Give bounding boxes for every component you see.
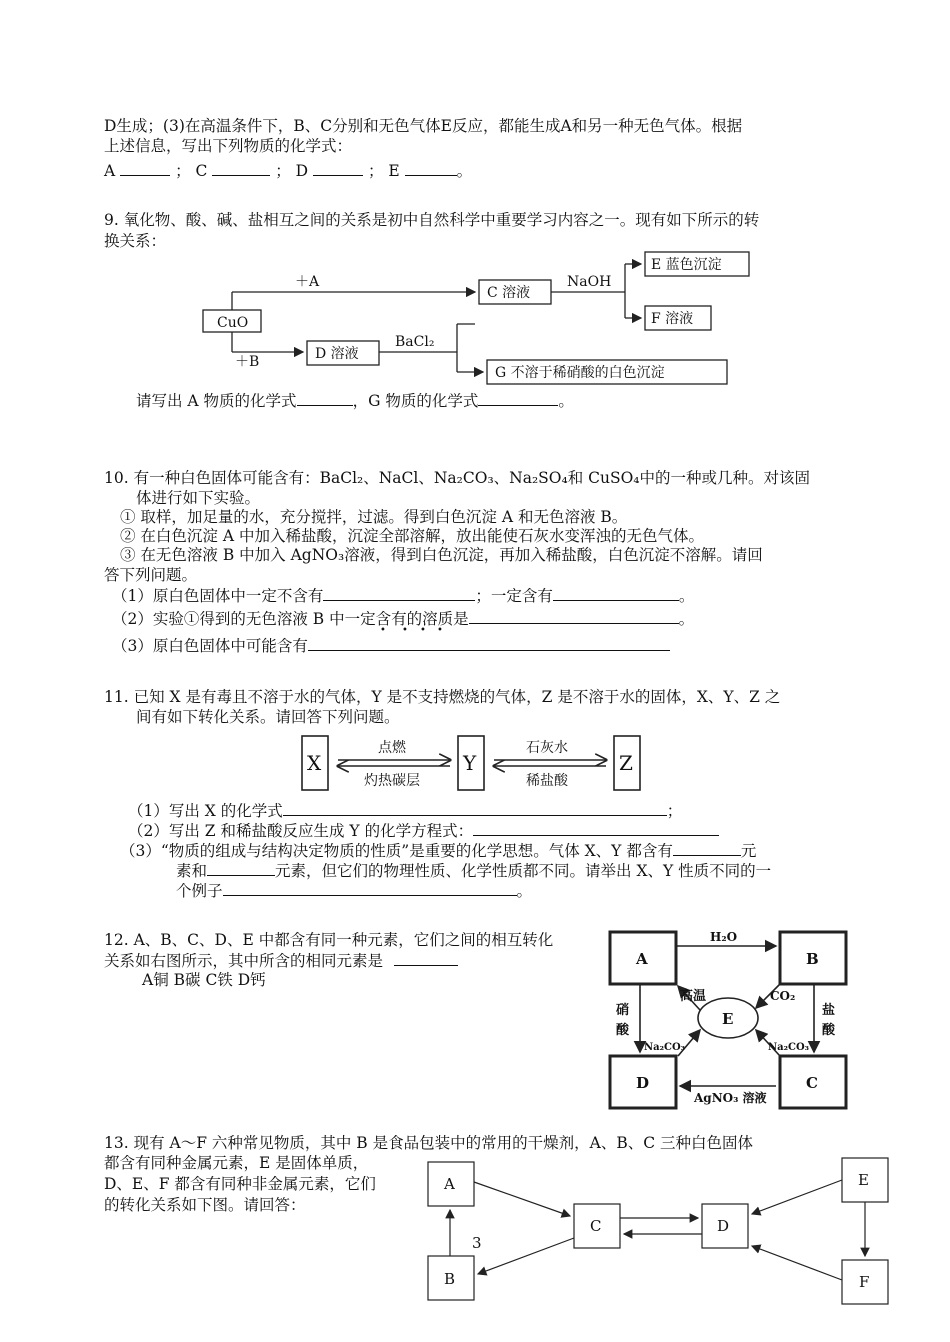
q12-line2: 关系如右图所示，其中所含的相同元素是: [104, 950, 458, 971]
q10-step1: ① 取样，加足量的水，充分搅拌，过滤。得到白色沉淀 A 和无色溶液 B。: [120, 508, 628, 526]
q11-text-dianran: 点燃: [378, 740, 406, 756]
q10-line2: 体进行如下实验。: [136, 489, 261, 507]
emphasis-dot: •: [402, 625, 408, 636]
q11-line2: 间有如下转化关系。请回答下列问题。: [136, 708, 400, 726]
q12-text-xiao: 硝: [616, 1003, 630, 1018]
q10-part1: （1）原白色固体中一定不含有 ；一定含有 。: [112, 587, 695, 605]
q9-text-plus-a: ＋A: [295, 274, 320, 290]
q9-line2: 换关系：: [104, 232, 167, 250]
q13-text-d: D: [717, 1217, 730, 1235]
q11-part3-b: 素和 元素，但它们的物理性质、化学性质都不同。请举出 X、Y 性质不同的一: [176, 862, 772, 880]
q12-text-na2co3-right: Na₂CO₃: [768, 1042, 810, 1053]
q11-blank-3a[interactable]: [673, 840, 741, 856]
q11-blank-2[interactable]: [473, 820, 719, 836]
q9-ask-line: 请写出 A 物质的化学式 ，G 物质的化学式 。: [136, 392, 574, 410]
emphasis-dot: •: [420, 625, 426, 636]
q9-blank-a[interactable]: [297, 390, 353, 406]
q13-line4: 的转化关系如下图。请回答：: [104, 1196, 306, 1214]
q9-text-e: E 蓝色沉淀: [651, 257, 722, 273]
q9-text-naoh: NaOH: [567, 274, 612, 290]
q9-text-f: F 溶液: [651, 311, 694, 327]
q9-text-d: D 溶液: [315, 346, 359, 362]
q12-text-d: D: [636, 1074, 650, 1092]
q8-label-c: ； C: [175, 162, 208, 180]
q8-blank-e[interactable]: [405, 160, 457, 176]
q12-text-c: C: [806, 1074, 818, 1092]
q12-line1: 12. A、B、C、D、E 中都含有同一种元素，它们之间的相互转化: [104, 931, 554, 949]
q11-blank-1[interactable]: [283, 800, 667, 816]
q8-blank-a[interactable]: [120, 160, 170, 176]
q12-blank[interactable]: [394, 950, 458, 966]
q9-blank-g[interactable]: [478, 390, 558, 406]
q13-text-e: E: [858, 1171, 869, 1189]
q12-text-co2: CO₂: [770, 989, 796, 1003]
page-number-3: 3: [472, 1234, 482, 1252]
q9-line1: 9. 氧化物、酸、碱、盐相互之间的关系是初中自然科学中重要学习内容之一。现有如下所示的转: [104, 211, 760, 229]
q12-text-yan: 盐: [822, 1003, 836, 1018]
q12-text-na2co3-left: Na₂CO₃: [644, 1042, 686, 1053]
q11-part3-c: 个例子 。: [176, 882, 533, 900]
emphasis-dot: •: [437, 625, 443, 636]
emphasis-dot: •: [380, 625, 386, 636]
q9-diagram: [195, 248, 755, 388]
q12-options: A铜 B碳 C铁 D钙: [142, 971, 266, 989]
q11-text-shihuishui: 石灰水: [526, 740, 568, 756]
q9-text-cuo: CuO: [217, 315, 249, 331]
q9-text-c: C 溶液: [487, 285, 531, 301]
q12-text-gaowen: 高温: [680, 989, 707, 1004]
q8-label-d: ； D: [275, 162, 309, 180]
q13-line1: 13. 现有 A～F 六种常见物质，其中 B 是食品包装中的常用的干燥剂，A、B、C 三种白色固体: [104, 1134, 753, 1152]
q8-answer-line: A ； C ； D ； E 。: [104, 162, 473, 180]
q11-text-z: Z: [619, 751, 633, 775]
q11-blank-3b[interactable]: [207, 860, 275, 876]
q8-label-e: ； E: [367, 162, 400, 180]
q11-diagram: [298, 730, 648, 798]
q10-part3: （3）原白色固体中可能含有: [112, 635, 670, 656]
q10-blank-1b[interactable]: [553, 585, 679, 601]
q11-blank-3c[interactable]: [223, 880, 517, 896]
q8-label-a: A: [104, 162, 116, 180]
q10-blank-2[interactable]: [469, 608, 679, 624]
q10-part2: （2）实验①得到的无色溶液 B 中一定含有的溶质是 。: [112, 610, 695, 628]
q11-text-x: X: [307, 751, 322, 775]
q9-text-bacl2: BaCl₂: [395, 334, 435, 350]
q12-text-agno3: AgNO₃ 溶液: [694, 1091, 767, 1105]
q13-text-b: B: [444, 1270, 456, 1288]
q11-part1: （1）写出 X 的化学式 ；: [128, 802, 683, 820]
q12-text-b: B: [806, 950, 819, 968]
q13-line3: D、E、F 都含有同种非金属元素，它们: [104, 1175, 376, 1193]
q12-text-a: A: [636, 950, 648, 968]
q11-part2: （2）写出 Z 和稀盐酸反应生成 Y 的化学方程式：: [128, 820, 719, 841]
q8-blank-d[interactable]: [313, 160, 363, 176]
q11-part3: （3）“物质的组成与结构决定物质的性质”是重要的化学思想。气体 X、Y 都含有 元: [120, 842, 757, 860]
q13-line2: 都含有同种金属元素，E 是固体单质，: [104, 1154, 369, 1172]
q8-line1: D生成；(3)在高温条件下，B、C分别和无色气体E反应，都能生成A和另一种无色气体。根据: [104, 117, 743, 135]
q8-line2: 上述信息，写出下列物质的化学式：: [104, 137, 353, 155]
q11-text-zhuore: 灼热碳层: [364, 773, 420, 789]
q12-text-suan2: 酸: [822, 1023, 836, 1038]
q9-text-plus-b: ＋B: [235, 354, 260, 370]
q11-line1: 11. 已知 X 是有毒且不溶于水的气体，Y 是不支持燃烧的气体，Z 是不溶于水的固体，X、Y、Z 之: [104, 688, 781, 706]
q9-text-g: G 不溶于稀硝酸的白色沉淀: [495, 365, 665, 381]
q13-text-f: F: [859, 1273, 870, 1291]
q13-text-c: C: [590, 1217, 602, 1235]
q13-diagram: [424, 1156, 894, 1306]
q12-text-h2o: H₂O: [710, 930, 738, 944]
q13-text-a: A: [444, 1175, 455, 1193]
q10-blank-3[interactable]: [308, 635, 670, 651]
q10-step2: ② 在白色沉淀 A 中加入稀盐酸，沉淀全部溶解，放出能使石灰水变浑浊的无色气体。: [120, 527, 704, 545]
q8-blank-c[interactable]: [212, 160, 270, 176]
q11-text-y: Y: [463, 751, 477, 775]
q10-blank-1a[interactable]: [323, 585, 475, 601]
q12-text-e: E: [722, 1010, 734, 1028]
q12-text-suan: 酸: [616, 1023, 630, 1038]
q12-diagram: [604, 926, 854, 1112]
q10-step3b: 答下列问题。: [104, 566, 198, 584]
q11-text-xiyansuan: 稀盐酸: [526, 773, 568, 789]
q10-step3: ③ 在无色溶液 B 中加入 AgNO₃溶液，得到白色沉淀，再加入稀盐酸，白色沉淀不溶解。请回: [120, 546, 763, 564]
q10-line1: 10. 有一种白色固体可能含有：BaCl₂、NaCl、Na₂CO₃、Na₂SO₄和 CuSO₄中的一种或几种。对该固: [104, 469, 811, 487]
